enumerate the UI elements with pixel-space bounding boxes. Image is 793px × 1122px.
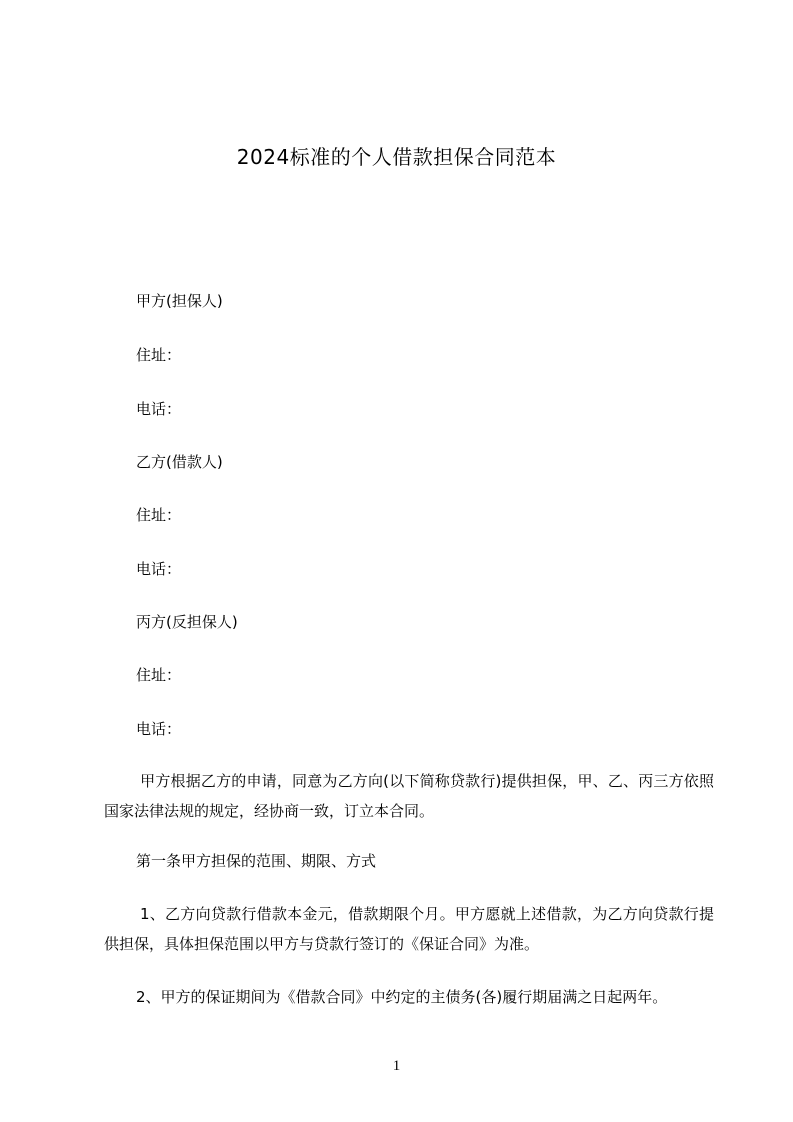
article-1-heading: 第一条甲方担保的范围、期限、方式 [136, 852, 377, 870]
party-b-address: 住址： [136, 506, 182, 524]
party-c-label: 丙方(反担保人) [136, 613, 238, 631]
party-b-phone: 电话： [136, 560, 182, 578]
preamble-text: 甲方根据乙方的申请，同意为乙方向(以下简称贷款行)提供担保，甲、乙、丙三方依照国家法律法规的规定，经协商一致，订立本合同。 [104, 772, 714, 820]
party-a-address: 住址： [136, 346, 182, 364]
article-1-clause-1 [104, 899, 714, 959]
party-c-address: 住址： [136, 666, 182, 684]
party-c-phone: 电话： [136, 720, 182, 738]
page-number: 1 [392, 1058, 401, 1074]
party-a-phone: 电话： [136, 400, 182, 418]
article-1-clause-2: 2、甲方的保证期间为《借款合同》中约定的主债务(各)履行期届满之日起两年。 [136, 988, 668, 1006]
party-b-label: 乙方(借款人) [136, 453, 223, 471]
preamble-paragraph [104, 766, 714, 826]
document-title: 2024标准的个人借款担保合同范本 [236, 145, 557, 169]
clause-1-text: 1、乙方向贷款行借款本金元，借款期限个月。甲方愿就上述借款，为乙方向贷款行提供担保，具体担保范围以甲方与贷款行签订的《保证合同》为准。 [104, 905, 714, 953]
party-a-label: 甲方(担保人) [136, 292, 223, 310]
